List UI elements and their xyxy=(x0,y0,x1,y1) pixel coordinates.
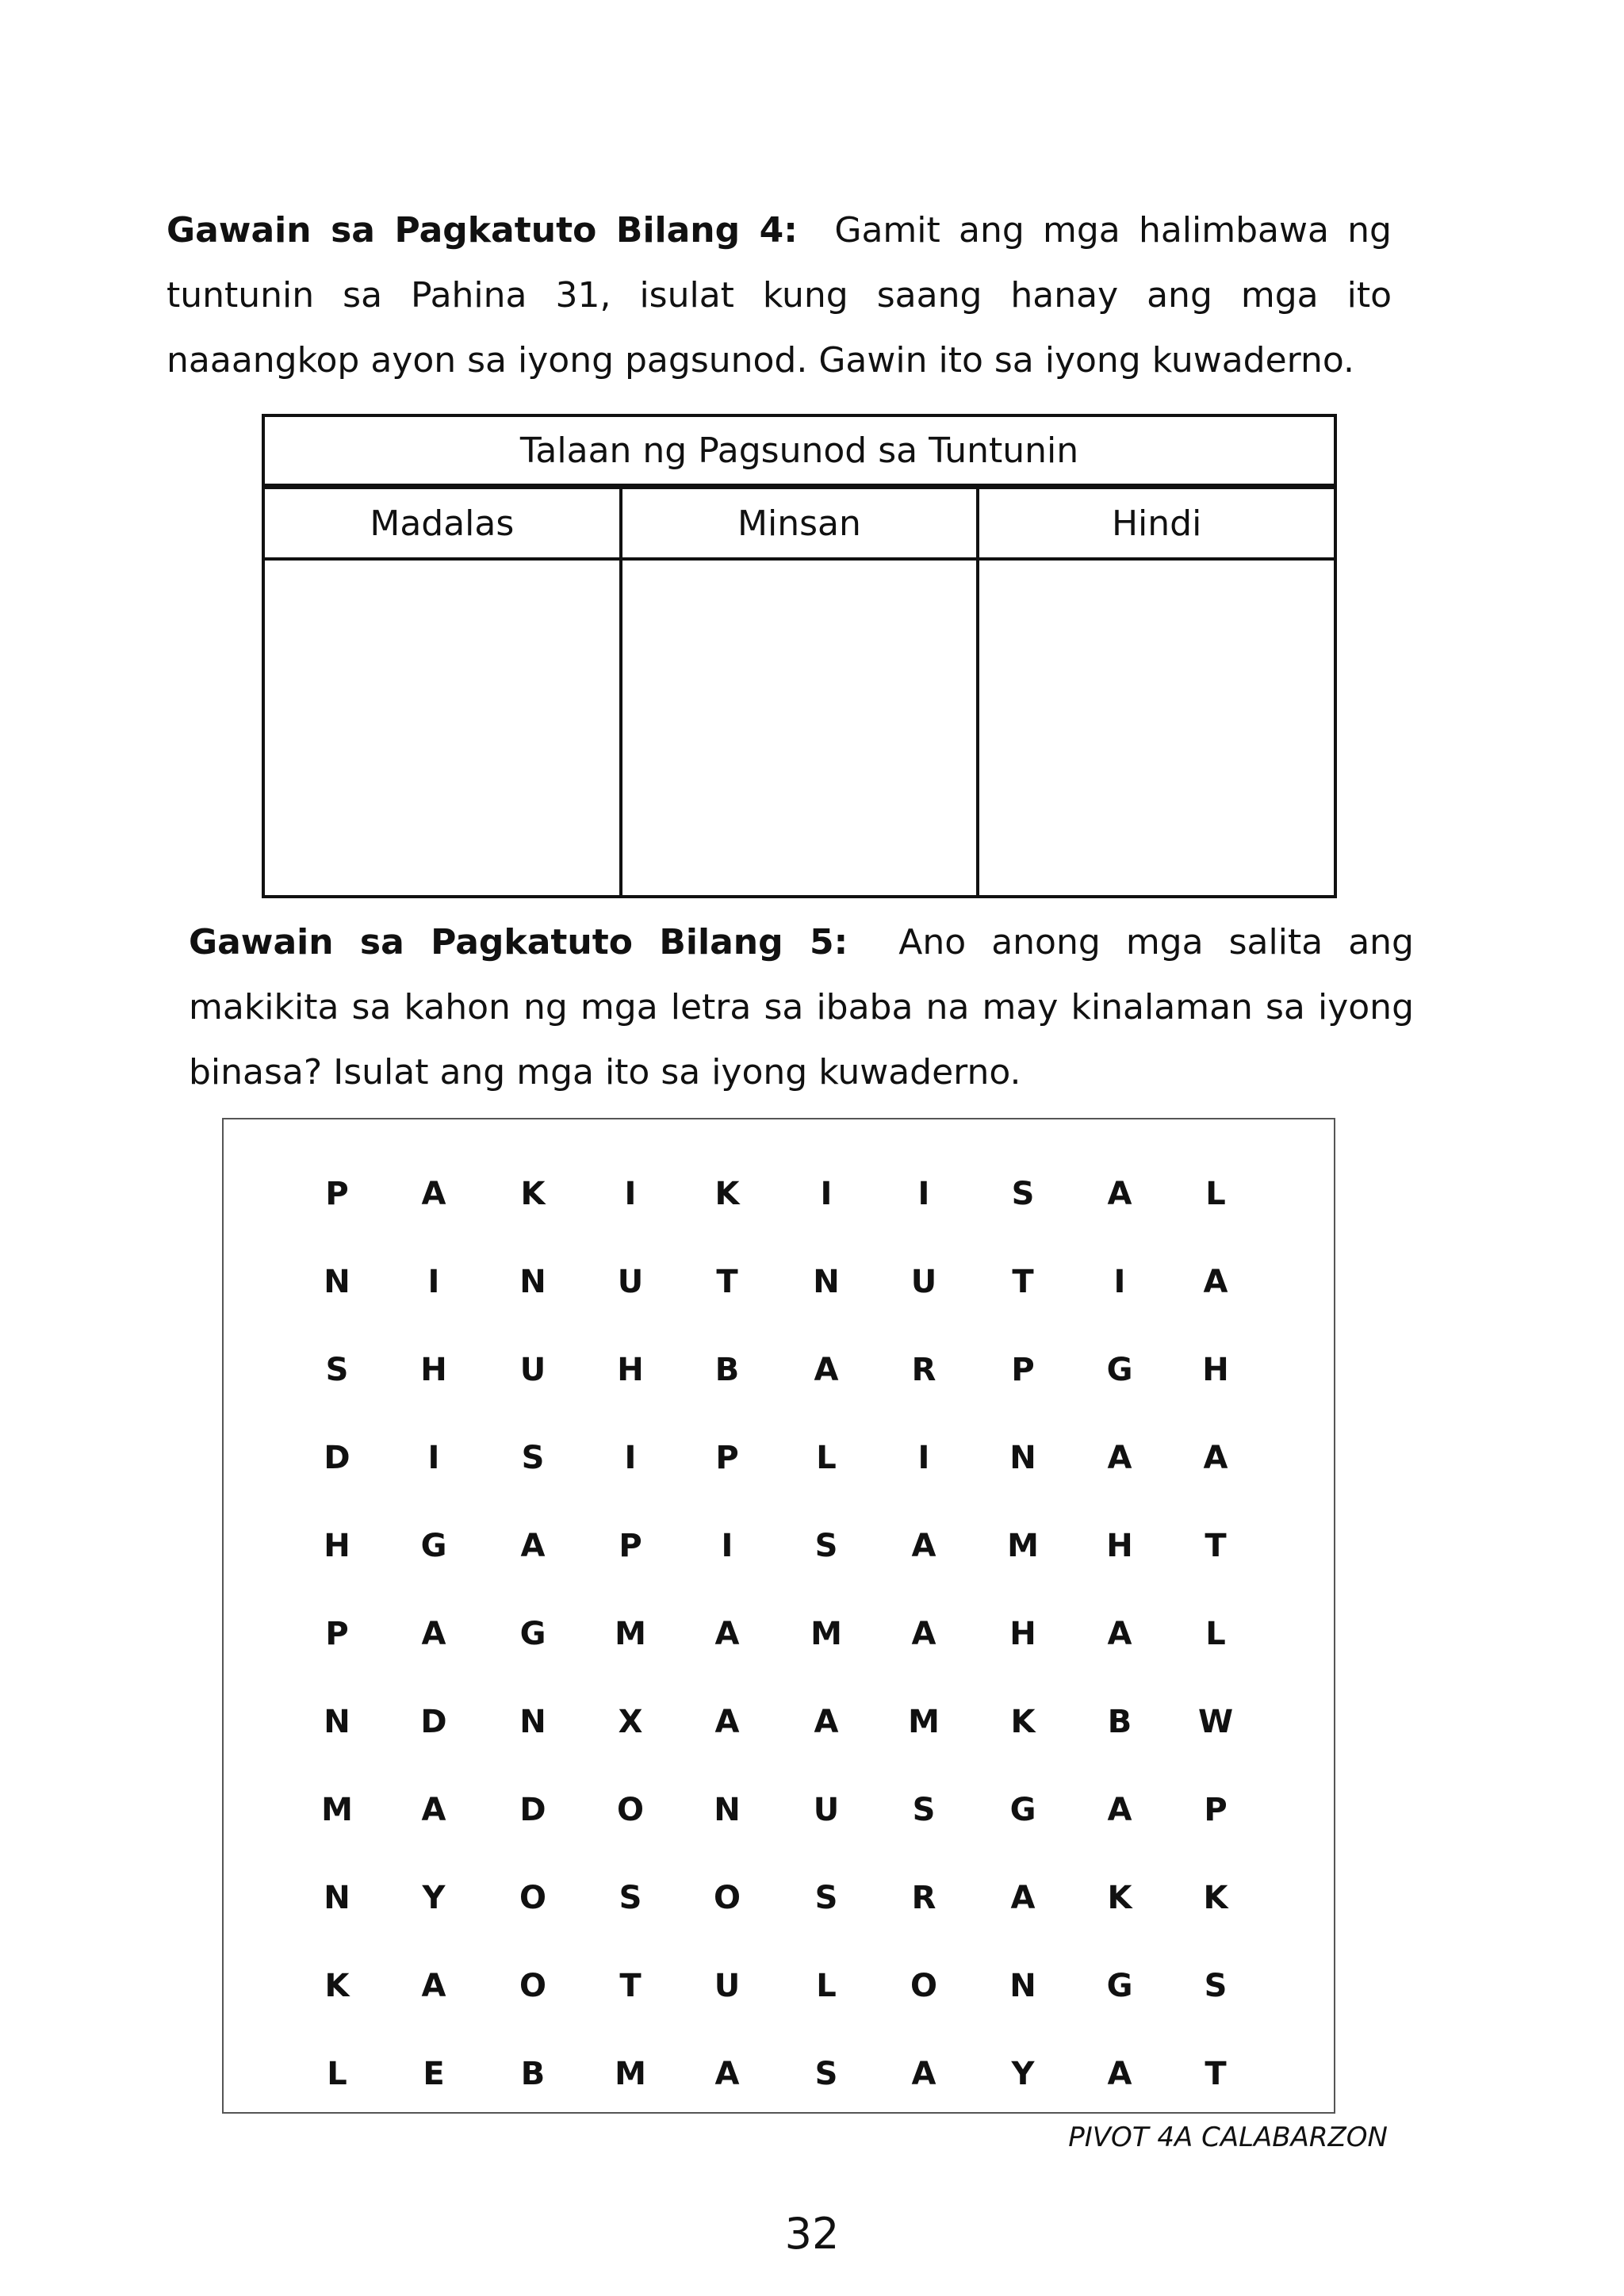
table-title: Talaan ng Pagsunod sa Tuntunin xyxy=(263,415,1335,487)
word-search-letter: A xyxy=(1107,1440,1132,1476)
word-search-letter: K xyxy=(1107,1880,1132,1916)
word-search-letter: P xyxy=(325,1616,349,1652)
word-search-row xyxy=(224,2050,1334,2098)
word-search-row xyxy=(224,1610,1334,1658)
activity-5-label: Gawain sa Pagkatuto Bilang 5: xyxy=(189,922,848,962)
word-search-row xyxy=(224,1346,1334,1394)
word-search-letter: W xyxy=(1197,1704,1234,1740)
word-search-letter: R xyxy=(911,1880,936,1916)
word-search-letter: O xyxy=(713,1880,741,1916)
word-search-letter: K xyxy=(1010,1704,1036,1740)
word-search-letter: M xyxy=(908,1704,940,1740)
word-search-letter: U xyxy=(714,1968,741,2004)
word-search-letter: P xyxy=(1204,1792,1228,1828)
word-search-letter: S xyxy=(912,1792,936,1828)
word-search-letter: A xyxy=(421,1176,446,1212)
word-search-letter: U xyxy=(519,1352,546,1388)
activity-4-instructions xyxy=(167,198,1392,393)
word-search-letter: A xyxy=(1107,1176,1132,1212)
word-search-letter: U xyxy=(813,1792,840,1828)
word-search-letter: S xyxy=(1204,1968,1228,2004)
word-search-row xyxy=(224,1434,1334,1482)
column-header-hindi: Hindi xyxy=(978,487,1335,560)
word-search-letter: E xyxy=(423,2056,445,2092)
word-search-row xyxy=(224,1522,1334,1570)
word-search-letter: A xyxy=(520,1528,546,1564)
word-search-letter: P xyxy=(1011,1352,1035,1388)
word-search-letter: D xyxy=(420,1704,447,1740)
word-search-row xyxy=(224,1874,1334,1922)
word-search-letter: T xyxy=(1012,1264,1034,1300)
word-search-letter: G xyxy=(420,1528,447,1564)
word-search-letter: A xyxy=(421,1792,446,1828)
word-search-letter: H xyxy=(1009,1616,1036,1652)
word-search-letter: A xyxy=(421,1968,446,2004)
word-search-letter: S xyxy=(325,1352,349,1388)
activity-5-text: Ano anong mga salita ang makikita sa kahon ng mga letra sa ibaba na may kinalaman sa iyong binasa? Isulat ang mga ito sa iyong kuwaderno. xyxy=(189,922,1414,1093)
word-search-letter: N xyxy=(519,1264,546,1300)
word-search-letter: M xyxy=(1007,1528,1039,1564)
word-search-letter: P xyxy=(619,1528,642,1564)
word-search-letter: A xyxy=(714,2056,740,2092)
word-search-letter: D xyxy=(324,1440,350,1476)
word-search-letter: G xyxy=(1106,1968,1133,2004)
word-search-letter: T xyxy=(1205,1528,1227,1564)
page-number: 32 xyxy=(784,2209,840,2259)
word-search-letter: N xyxy=(324,1880,350,1916)
word-search-letter: X xyxy=(618,1704,643,1740)
word-search-letter: H xyxy=(1202,1352,1229,1388)
word-search-letter: P xyxy=(715,1440,739,1476)
word-search-letter: S xyxy=(814,1528,838,1564)
word-search-letter: A xyxy=(814,1704,839,1740)
word-search-letter: A xyxy=(714,1704,740,1740)
word-search-letter: I xyxy=(427,1264,440,1300)
word-search-letter: N xyxy=(324,1704,350,1740)
word-search-letter: A xyxy=(714,1616,740,1652)
word-search-letter: K xyxy=(324,1968,350,2004)
activity-5-instructions xyxy=(189,910,1414,1105)
column-header-minsan: Minsan xyxy=(621,487,979,560)
word-search-letter: L xyxy=(1205,1176,1226,1212)
word-search-letter: A xyxy=(1203,1264,1228,1300)
word-search-letter: A xyxy=(1203,1440,1228,1476)
word-search-letter: S xyxy=(521,1440,545,1476)
word-search-letter: H xyxy=(617,1352,644,1388)
word-search-letter: T xyxy=(619,1968,642,2004)
word-search-letter: B xyxy=(714,1352,740,1388)
word-search-letter: M xyxy=(810,1616,842,1652)
word-search-letter: S xyxy=(1011,1176,1035,1212)
word-search-letter: N xyxy=(813,1264,840,1300)
word-search-letter: G xyxy=(1106,1352,1133,1388)
word-search-letter: I xyxy=(917,1176,930,1212)
table-cell-minsan xyxy=(621,559,979,897)
word-search-letter: B xyxy=(1107,1704,1132,1740)
word-search-letter: S xyxy=(619,1880,642,1916)
word-search-letter: U xyxy=(617,1264,644,1300)
word-search-letter: O xyxy=(519,1880,546,1916)
word-search-letter: A xyxy=(421,1616,446,1652)
word-search-letter: N xyxy=(1009,1440,1036,1476)
table-cell-madalas xyxy=(263,559,621,897)
rules-compliance-table xyxy=(262,414,1337,898)
word-search-letter: B xyxy=(520,2056,546,2092)
word-search-letter: A xyxy=(911,2056,936,2092)
word-search-letter: I xyxy=(917,1440,930,1476)
word-search-row xyxy=(224,1962,1334,2010)
word-search-letter: H xyxy=(324,1528,350,1564)
word-search-letter: A xyxy=(1010,1880,1036,1916)
table-cell-hindi xyxy=(978,559,1335,897)
footer-source: PIVOT 4A CALABARZON xyxy=(1068,2122,1388,2153)
word-search-letter: A xyxy=(1107,1616,1132,1652)
word-search-letter: L xyxy=(327,2056,347,2092)
word-search-letter: N xyxy=(1009,1968,1036,2004)
word-search-letter: I xyxy=(820,1176,833,1212)
activity-4-label: Gawain sa Pagkatuto Bilang 4: xyxy=(167,210,798,251)
word-search-letter: L xyxy=(816,1968,837,2004)
word-search-letter: O xyxy=(519,1968,546,2004)
word-search-letter: I xyxy=(624,1176,637,1212)
word-search-letter: R xyxy=(911,1352,936,1388)
column-header-madalas: Madalas xyxy=(263,487,621,560)
word-search-letter: S xyxy=(814,1880,838,1916)
word-search-letter: U xyxy=(910,1264,937,1300)
word-search-letter: K xyxy=(520,1176,546,1212)
word-search-letter: A xyxy=(1107,2056,1132,2092)
word-search-letter: T xyxy=(716,1264,738,1300)
word-search-letter: H xyxy=(1106,1528,1133,1564)
word-search-letter: O xyxy=(616,1792,644,1828)
word-search-letter: K xyxy=(1203,1880,1228,1916)
word-search-letter: N xyxy=(519,1704,546,1740)
word-search-row xyxy=(224,1170,1334,1218)
activity-4-text: Gamit ang mga halimbawa ng tuntunin sa Pahina 31, isulat kung saang hanay ang mga ito naaangkop ayon sa iyong pagsunod. Gawin ito sa iyong kuwaderno. xyxy=(167,210,1392,381)
word-search-grid xyxy=(222,1118,1335,2114)
word-search-letter: T xyxy=(1205,2056,1227,2092)
word-search-letter: O xyxy=(910,1968,937,2004)
word-search-letter: M xyxy=(321,1792,353,1828)
word-search-row xyxy=(224,1258,1334,1306)
word-search-letter: A xyxy=(1107,1792,1132,1828)
word-search-letter: M xyxy=(615,2056,646,2092)
word-search-letter: A xyxy=(911,1616,936,1652)
word-search-letter: M xyxy=(615,1616,646,1652)
word-search-letter: A xyxy=(911,1528,936,1564)
word-search-letter: A xyxy=(814,1352,839,1388)
word-search-letter: S xyxy=(814,2056,838,2092)
word-search-letter: I xyxy=(1113,1264,1126,1300)
word-search-letter: L xyxy=(816,1440,837,1476)
word-search-letter: I xyxy=(427,1440,440,1476)
word-search-letter: Y xyxy=(1011,2056,1035,2092)
word-search-letter: K xyxy=(714,1176,740,1212)
word-search-letter: P xyxy=(325,1176,349,1212)
word-search-letter: N xyxy=(324,1264,350,1300)
word-search-row xyxy=(224,1698,1334,1746)
word-search-letter: H xyxy=(420,1352,447,1388)
word-search-letter: Y xyxy=(422,1880,446,1916)
word-search-letter: D xyxy=(519,1792,546,1828)
word-search-letter: L xyxy=(1205,1616,1226,1652)
word-search-letter: I xyxy=(624,1440,637,1476)
word-search-letter: G xyxy=(519,1616,546,1652)
word-search-letter: N xyxy=(714,1792,741,1828)
word-search-letter: G xyxy=(1009,1792,1036,1828)
word-search-row xyxy=(224,1786,1334,1834)
word-search-letter: I xyxy=(721,1528,733,1564)
